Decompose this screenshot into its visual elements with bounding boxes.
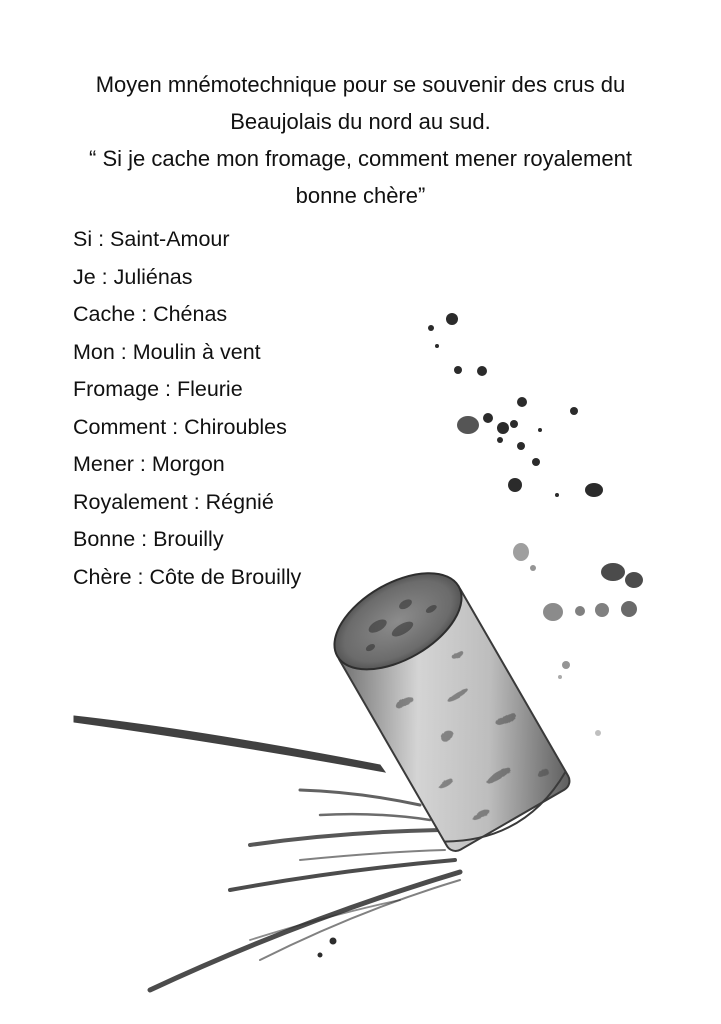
cru-item: Si : Saint-Amour bbox=[73, 227, 230, 251]
intro-line: Moyen mnémotechnique pour se souvenir des crus du bbox=[95, 72, 626, 97]
cru-item: Comment : Chiroubles bbox=[73, 414, 287, 439]
cru-item: Chère : Côte de Brouilly bbox=[73, 564, 302, 589]
intro-line: Beaujolais du nord au sud. bbox=[230, 109, 491, 134]
cru-item: Royalement : Régnié bbox=[73, 489, 274, 514]
intro-line: bonne chère” bbox=[295, 183, 426, 208]
cru-item: Mener : Morgon bbox=[73, 452, 225, 476]
cru-item: Je : Juliénas bbox=[73, 264, 193, 289]
cru-item: Cache : Chénas bbox=[73, 302, 228, 326]
cru-item: Bonne : Brouilly bbox=[73, 527, 224, 551]
cru-item: Mon : Moulin à vent bbox=[73, 339, 261, 364]
intro-line: “ Si je cache mon fromage, comment mener royalement bbox=[89, 146, 632, 171]
cru-item: Fromage : Fleurie bbox=[73, 377, 243, 401]
